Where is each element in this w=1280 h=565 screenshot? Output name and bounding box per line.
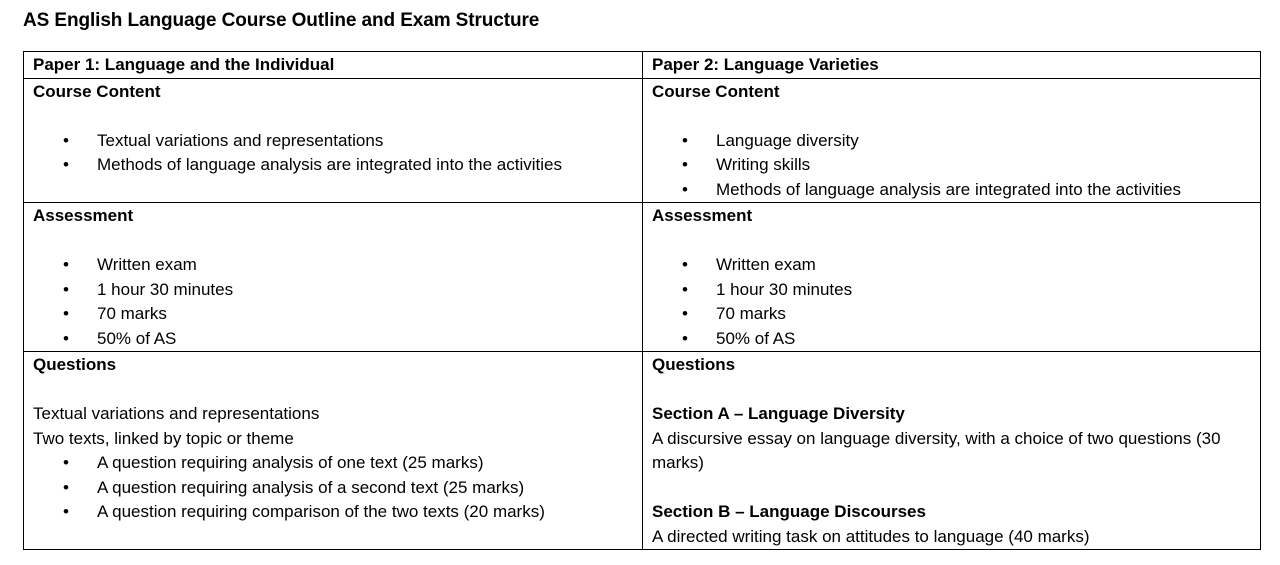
paper-header-row (24, 52, 1261, 79)
list-item: • 50% of AS (33, 327, 633, 352)
page-title: AS English Language Course Outline and Exam Structure (23, 10, 540, 31)
list-item: • Methods of language analysis are integrated into the activities (33, 153, 633, 178)
section-a-text: A discursive essay on language diversity, with a choice of two questions (30 marks) (652, 428, 1221, 472)
questions-label: Questions (33, 355, 117, 374)
paper-1-assessment (24, 203, 643, 352)
paper-2-assessment-list (652, 253, 1251, 351)
course-content-label: Course Content (33, 81, 161, 101)
list-item: • A question requiring analysis of a second text (25 marks) (33, 476, 633, 501)
course-content-label: Course Content (652, 81, 780, 101)
list-item: • A question requiring analysis of one text (25 marks) (33, 451, 633, 476)
list-item: • Methods of language analysis are integrated into the activities (652, 178, 1251, 203)
paper-1-content-list (33, 129, 633, 178)
paper-1-header: Paper 1: Language and the Individual (24, 52, 643, 79)
course-content-row (24, 78, 1261, 203)
list-item: • A question requiring comparison of the two texts (20 marks) (33, 500, 633, 525)
list-item: • 50% of AS (652, 327, 1251, 352)
section-a-title: Section A – Language Diversity (652, 404, 905, 423)
assessment-row (24, 203, 1261, 352)
paper-1-questions-list (33, 451, 633, 525)
course-outline-table (23, 51, 1261, 550)
questions-label: Questions (652, 355, 736, 374)
paper-1-assessment-list (33, 253, 633, 351)
section-b-title: Section B – Language Discourses (652, 502, 926, 521)
questions-row (24, 352, 1261, 550)
paper-2-content-list (652, 129, 1251, 203)
questions-intro: Textual variations and representations (33, 404, 320, 423)
list-item: • Written exam (33, 253, 633, 278)
assessment-label: Assessment (652, 206, 753, 225)
paper-2-course-content (643, 78, 1261, 203)
list-item: • Writing skills (652, 153, 1251, 178)
paper-1-course-content (24, 78, 643, 203)
section-b-text: A directed writing task on attitudes to language (40 marks) (652, 526, 1090, 546)
list-item: • 70 marks (33, 302, 633, 327)
questions-texts-note: Two texts, linked by topic or theme (33, 428, 294, 448)
list-item: • 1 hour 30 minutes (33, 278, 633, 303)
list-item: • Language diversity (652, 129, 1251, 154)
paper-2-assessment (643, 203, 1261, 352)
list-item: • 70 marks (652, 302, 1251, 327)
assessment-label: Assessment (33, 206, 134, 225)
list-item: • 1 hour 30 minutes (652, 278, 1251, 303)
paper-1-questions (24, 352, 643, 550)
paper-2-questions (643, 352, 1261, 550)
paper-2-header: Paper 2: Language Varieties (643, 52, 1261, 79)
list-item: • Written exam (652, 253, 1251, 278)
list-item: • Textual variations and representations (33, 129, 633, 154)
